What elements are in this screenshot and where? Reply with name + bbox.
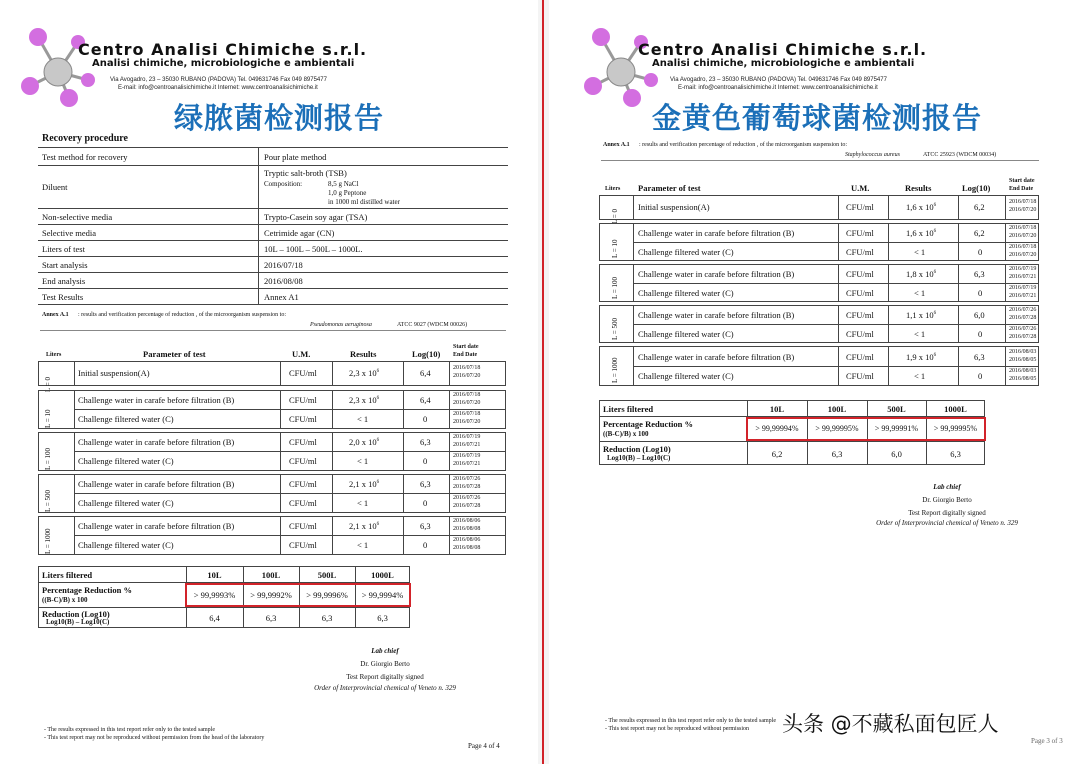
- rule: [74, 432, 75, 471]
- rule: [38, 288, 508, 289]
- rule: [332, 390, 333, 429]
- rule: [958, 305, 959, 343]
- reduction-value: 6,3: [321, 613, 333, 623]
- table-cell-um: CFU/ml: [289, 414, 317, 424]
- table-cell-result: 1,9 x $10^6$: [906, 352, 937, 362]
- table-cell-result: < 1: [914, 371, 926, 381]
- recovery-value: Trypto-Casein soy agar (TSA): [264, 212, 368, 222]
- table-cell-date: 2016/07/28: [1009, 334, 1037, 340]
- header-start-date: Start date: [453, 344, 479, 350]
- group-liters: L = 10: [44, 409, 52, 428]
- table-cell-date: 2016/08/05: [1009, 357, 1037, 363]
- reduction-value: 6,3: [265, 613, 277, 623]
- rule: [38, 224, 508, 225]
- rule: [601, 160, 1039, 161]
- recovery-label: Selective media: [42, 228, 97, 238]
- table-cell-um: CFU/ml: [289, 498, 317, 508]
- table-cell-log: 0: [978, 329, 983, 339]
- rule: [633, 264, 634, 302]
- table-cell-log: 0: [423, 456, 428, 466]
- group-liters: L = 1000: [44, 528, 52, 554]
- annex-text: : results and verification percentage of reduction , of the microorganism suspension to:: [639, 142, 847, 148]
- table-cell-param: Challenge filtered water (C): [78, 414, 174, 424]
- reduction-formula: Log10(B) – Log10(C): [607, 454, 671, 462]
- pct-formula: ((B-C)/B) x 100: [603, 430, 649, 438]
- table-cell-log: 6,4: [420, 368, 431, 378]
- signature-role: Lab chief: [933, 483, 961, 491]
- rule: [958, 223, 959, 261]
- rule: [403, 432, 404, 471]
- table-cell-param: Challenge water in carafe before filtration (B): [638, 310, 795, 320]
- rule: [403, 474, 404, 513]
- rule: [74, 361, 75, 386]
- annex-label: Annex A.1: [603, 142, 630, 148]
- rule: [38, 256, 508, 257]
- summary-col: 1000L: [944, 404, 967, 414]
- rule: [449, 474, 450, 513]
- summary-col: 100L: [261, 570, 281, 580]
- header-start-date: Start date: [1009, 178, 1035, 184]
- summary-col: 10L: [769, 404, 785, 414]
- table-cell-date: 2016/07/28: [453, 503, 481, 509]
- summary-liters-label: Liters filtered: [42, 570, 93, 580]
- rule: [633, 223, 634, 261]
- rule: [633, 195, 634, 220]
- rule: [633, 242, 1039, 243]
- recovery-value: 2016/07/18: [264, 260, 303, 270]
- table-cell-um: CFU/ml: [289, 540, 317, 550]
- rule: [403, 516, 404, 555]
- rule: [280, 516, 281, 555]
- rule: [449, 432, 450, 471]
- report-title: 金黄色葡萄球菌检测报告: [652, 101, 983, 135]
- group-liters: L = 100: [611, 277, 619, 299]
- table-cell-log: 0: [423, 414, 428, 424]
- pct-value: > 99,9996%: [306, 590, 348, 600]
- summary-col: 500L: [317, 570, 337, 580]
- rule: [38, 208, 508, 209]
- company-contact: E-mail: info@centroanalisichimiche.it Internet: www.centroanalisichimiche.it: [678, 85, 878, 91]
- table-cell-date: 2016/07/28: [453, 484, 481, 490]
- table-cell-date: 2016/08/08: [453, 545, 481, 551]
- table-cell-log: 6,3: [974, 269, 985, 279]
- table-cell-date: 2016/07/19: [1009, 285, 1037, 291]
- molecule-logo-icon: [577, 24, 659, 110]
- rule: [1005, 195, 1006, 220]
- rule: [888, 264, 889, 302]
- summary-col: 10L: [207, 570, 222, 580]
- molecule-logo-icon: [14, 24, 96, 110]
- table-cell-result: < 1: [914, 247, 926, 257]
- group-liters: L = 1000: [611, 357, 619, 383]
- table-cell-date: 2016/07/19: [453, 453, 481, 459]
- group-liters: L = 100: [44, 448, 52, 470]
- rule: [633, 346, 634, 386]
- recovery-label: Diluent: [42, 182, 68, 192]
- rule: [633, 305, 634, 343]
- table-cell-log: 0: [978, 247, 983, 257]
- rule: [1005, 346, 1006, 386]
- table-cell-um: CFU/ml: [289, 521, 317, 531]
- table-cell-um: CFU/ml: [846, 228, 874, 238]
- table-cell-date: 2016/07/21: [453, 461, 481, 467]
- highlight-box: [746, 417, 986, 441]
- rule: [258, 147, 259, 304]
- summary-liters-label: Liters filtered: [603, 404, 654, 414]
- pct-value: > 99,99995%: [933, 424, 978, 433]
- group-liters: L = 10: [611, 239, 619, 258]
- header-results: Results: [350, 349, 377, 359]
- company-name: Centro Analisi Chimiche s.r.l.: [638, 40, 928, 59]
- page-number: Page 3 of 3: [1031, 737, 1063, 745]
- signature-name: Dr. Giorgio Berto: [360, 660, 410, 668]
- rule: [74, 493, 506, 494]
- footer-note: - The results expressed in this test report refer only to the tested sample: [44, 727, 216, 733]
- rule: [449, 390, 450, 429]
- table-cell-log: 6,0: [974, 310, 985, 320]
- table-cell-um: CFU/ml: [846, 247, 874, 257]
- group-liters: L = 0: [611, 209, 619, 224]
- table-cell-param: Challenge water in carafe before filtration (B): [78, 437, 235, 447]
- rule: [40, 330, 506, 331]
- table-cell-result: 1,1 x $10^6$: [906, 310, 937, 320]
- table-cell-date: 2016/07/19: [453, 434, 481, 440]
- table-cell-result: 2,0 x $10^6$: [349, 437, 380, 447]
- table-cell-date: 2016/07/26: [1009, 326, 1037, 332]
- header-results: Results: [905, 183, 932, 193]
- table-cell-date: 2016/07/21: [453, 442, 481, 448]
- table-cell-date: 2016/08/06: [453, 518, 481, 524]
- annex-text: : results and verification percentage of reduction , of the microorganism suspension to:: [78, 312, 286, 318]
- table-cell-log: 6,3: [420, 521, 431, 531]
- pct-value: > 99,9994%: [361, 590, 404, 600]
- rule: [838, 195, 839, 220]
- rule: [838, 264, 839, 302]
- header-param: Parameter of test: [143, 349, 206, 359]
- table-cell-param: Challenge water in carafe before filtration (B): [78, 521, 235, 531]
- footer-note: - The results expressed in this test report refer only to the tested sample: [605, 718, 777, 724]
- rule: [74, 535, 506, 536]
- table-cell-param: Challenge water in carafe before filtration (B): [78, 479, 235, 489]
- table-cell-date: 2016/07/18: [453, 392, 481, 398]
- rule: [838, 346, 839, 386]
- company-name: Centro Analisi Chimiche s.r.l.: [78, 40, 368, 59]
- reduction-value: 6,3: [950, 449, 961, 459]
- rule: [38, 165, 508, 166]
- table-cell-um: CFU/ml: [289, 437, 317, 447]
- table-cell-result: 2,1 x $10^6$: [349, 521, 380, 531]
- table-cell-param: Challenge water in carafe before filtration (B): [638, 228, 795, 238]
- footer-note: - This test report may not be reproduced without permission from the head of the laboratory: [44, 735, 265, 741]
- rule: [888, 346, 889, 386]
- table-cell-param: Challenge filtered water (C): [638, 329, 734, 339]
- table-cell-date: 2016/07/18: [1009, 225, 1037, 231]
- recovery-value: Tryptic salt-broth (TSB): [264, 168, 347, 178]
- table-cell-result: < 1: [357, 498, 369, 508]
- table-cell-date: 2016/07/26: [453, 495, 481, 501]
- table-cell-um: CFU/ml: [289, 368, 317, 378]
- group-liters: L = 0: [44, 377, 52, 392]
- company-address: Via Avogadro, 23 – 35030 RUBANO (PADOVA) Tel. 049631746 Fax 049 8975477: [670, 77, 887, 83]
- table-cell-date: 2016/08/08: [453, 526, 481, 532]
- recovery-label: Liters of test: [42, 244, 85, 254]
- pct-label: Percentage Reduction %: [42, 585, 133, 595]
- table-cell-date: 2016/07/20: [453, 419, 481, 425]
- table-cell-log: 0: [423, 540, 428, 550]
- company-subtitle: Analisi chimiche, microbiologiche e ambientali: [92, 58, 355, 69]
- table-cell-param: Challenge filtered water (C): [78, 540, 174, 550]
- rule: [838, 305, 839, 343]
- header-liters: Liters: [605, 186, 621, 192]
- group-liters: L = 500: [611, 318, 619, 340]
- header-end-date: End Date: [453, 352, 478, 358]
- rule: [599, 441, 985, 442]
- rule: [633, 366, 1039, 367]
- rule: [1005, 264, 1006, 302]
- table-cell-date: 2016/07/21: [1009, 293, 1037, 299]
- table-cell-result: 1,8 x $10^6$: [906, 269, 937, 279]
- table-cell-date: 2016/08/03: [1009, 349, 1037, 355]
- rule: [280, 474, 281, 513]
- table-cell-param: Challenge water in carafe before filtration (B): [638, 269, 795, 279]
- composition-line: in 1000 ml distilled water: [328, 198, 400, 206]
- table-cell-date: 2016/07/20: [1009, 233, 1037, 239]
- reduction-value: 6,4: [209, 613, 220, 623]
- table-cell-log: 6,4: [420, 395, 431, 405]
- recovery-label: Non-selective media: [42, 212, 113, 222]
- pct-value: > 99,99994%: [755, 424, 799, 433]
- pct-value: > 99,99991%: [874, 424, 919, 433]
- table-cell-result: < 1: [914, 288, 926, 298]
- table-cell-param: Challenge filtered water (C): [638, 371, 734, 381]
- pct-label: Percentage Reduction %: [603, 419, 694, 429]
- summary-col: 1000L: [371, 570, 394, 580]
- rule: [633, 283, 1039, 284]
- table-cell-um: CFU/ml: [846, 310, 874, 320]
- table-cell-param: Challenge filtered water (C): [78, 456, 174, 466]
- table-cell-result: < 1: [357, 456, 369, 466]
- table-cell-date: 2016/07/18: [1009, 199, 1037, 205]
- recovery-value: 10L – 100L – 500L – 1000L.: [264, 244, 363, 254]
- company-contact: E-mail: info@centroanalisichimiche.it Internet: www.centroanalisichimiche.it: [118, 85, 318, 91]
- rule: [74, 390, 75, 429]
- organism-name: Staphylococcus aureus: [845, 152, 900, 158]
- pct-value: > 99,9993%: [193, 590, 236, 600]
- table-cell-date: 2016/07/20: [453, 400, 481, 406]
- table-cell-result: < 1: [357, 540, 369, 550]
- rule: [633, 324, 1039, 325]
- table-cell-param: Challenge filtered water (C): [638, 247, 734, 257]
- table-cell-log: 6,2: [974, 202, 985, 212]
- table-cell-result: 2,1 x $10^6$: [349, 479, 380, 489]
- recovery-label: Test method for recovery: [42, 152, 128, 162]
- table-cell-log: 6,3: [974, 352, 985, 362]
- table-cell-log: 6,3: [420, 479, 431, 489]
- header-log: Log(10): [962, 183, 991, 193]
- table-cell-um: CFU/ml: [846, 329, 874, 339]
- rule: [403, 390, 404, 429]
- reduction-formula: Log10(B) – Log10(C): [46, 618, 110, 626]
- table-cell-result: 1,6 x $10^6$: [906, 228, 937, 238]
- table-cell-result: 2,3 x $10^6$: [349, 368, 380, 378]
- signature-line: Order of Interprovincial chemical of Veneto n. 329: [876, 519, 1018, 527]
- rule: [74, 409, 506, 410]
- organism-name: Pseudomonas aeruginosa: [310, 322, 372, 328]
- rule: [332, 516, 333, 555]
- table-cell-log: 6,2: [974, 228, 985, 238]
- reduction-label: Reduction (Log10): [42, 609, 110, 619]
- header-log: Log(10): [412, 349, 441, 359]
- watermark-text: 头条 @不藏私面包匠人: [782, 712, 999, 736]
- rule: [888, 305, 889, 343]
- rule: [958, 195, 959, 220]
- recovery-label: Start analysis: [42, 260, 88, 270]
- header-end-date: End Date: [1009, 186, 1034, 192]
- pct-value: > 99,9992%: [250, 590, 292, 600]
- organism-strain: ATCC 25923 (WDCM 00034): [923, 152, 997, 158]
- rule: [74, 474, 75, 513]
- reduction-value: 6,0: [891, 449, 902, 459]
- table-cell-date: 2016/07/20: [1009, 252, 1037, 258]
- table-cell-um: CFU/ml: [846, 269, 874, 279]
- rule: [888, 223, 889, 261]
- composition-label: Composition:: [264, 180, 303, 188]
- rule: [280, 432, 281, 471]
- table-cell-param: Challenge water in carafe before filtration (B): [78, 395, 235, 405]
- table-cell-um: CFU/ml: [289, 456, 317, 466]
- table-cell-log: 0: [423, 498, 428, 508]
- table-cell-um: CFU/ml: [846, 202, 874, 212]
- group-liters: L = 500: [44, 490, 52, 512]
- rule: [888, 195, 889, 220]
- summary-col: 100L: [827, 404, 847, 414]
- table-cell-result: 2,3 x $10^6$: [349, 395, 380, 405]
- rule: [332, 474, 333, 513]
- rule: [38, 304, 508, 305]
- rule: [38, 272, 508, 273]
- table-cell-date: 2016/07/20: [1009, 207, 1037, 213]
- table-cell-param: Initial suspension(A): [638, 202, 710, 212]
- rule: [38, 240, 508, 241]
- rule: [332, 361, 333, 386]
- recovery-heading: Recovery procedure: [42, 133, 128, 144]
- composition-line: 8,5 g NaCl: [328, 180, 359, 188]
- report-title: 绿脓菌检测报告: [174, 101, 385, 135]
- signature-role: Lab chief: [371, 647, 399, 655]
- table-cell-result: < 1: [357, 414, 369, 424]
- company-address: Via Avogadro, 23 – 35030 RUBANO (PADOVA) Tel. 049631746 Fax 049 8975477: [110, 77, 327, 83]
- rule: [1005, 305, 1006, 343]
- header-param: Parameter of test: [638, 183, 701, 193]
- table-cell-date: 2016/08/03: [1009, 368, 1037, 374]
- table-cell-um: CFU/ml: [289, 395, 317, 405]
- table-cell-um: CFU/ml: [289, 479, 317, 489]
- table-cell-date: 2016/07/18: [453, 365, 481, 371]
- table-cell-param: Challenge filtered water (C): [638, 288, 734, 298]
- table-cell-um: CFU/ml: [846, 352, 874, 362]
- reduction-value: 6,3: [377, 613, 388, 623]
- table-cell-log: 6,3: [420, 437, 431, 447]
- rule: [280, 361, 281, 386]
- recovery-label: End analysis: [42, 276, 86, 286]
- signature-name: Dr. Giorgio Berto: [922, 496, 972, 504]
- rule: [280, 390, 281, 429]
- signature-line: Order of Interprovincial chemical of Veneto n. 329: [314, 684, 456, 692]
- table-cell-date: 2016/08/05: [1009, 376, 1037, 382]
- rule: [838, 223, 839, 261]
- rule: [74, 451, 506, 452]
- signature-line: Test Report digitally signed: [908, 509, 986, 517]
- table-cell-result: < 1: [914, 329, 926, 339]
- rule: [449, 361, 450, 386]
- rule: [958, 264, 959, 302]
- page-number: Page 4 of 4: [468, 742, 500, 750]
- table-cell-param: Challenge filtered water (C): [78, 498, 174, 508]
- header-um: U.M.: [851, 183, 870, 193]
- rule: [1005, 223, 1006, 261]
- recovery-value: Pour plate method: [264, 152, 327, 162]
- table-cell-result: 1,6 x $10^6$: [906, 202, 937, 212]
- table-cell-param: Challenge water in carafe before filtration (B): [638, 352, 795, 362]
- rule: [38, 147, 508, 148]
- page-divider: [542, 0, 544, 764]
- reduction-value: 6,3: [831, 449, 843, 459]
- table-cell-date: 2016/07/26: [1009, 307, 1037, 313]
- rule: [403, 361, 404, 386]
- recovery-value: 2016/08/08: [264, 276, 303, 286]
- pct-value: > 99,99995%: [815, 424, 859, 433]
- summary-col: 500L: [887, 404, 906, 414]
- header-um: U.M.: [292, 349, 311, 359]
- recovery-label: Test Results: [42, 292, 84, 302]
- rule: [332, 432, 333, 471]
- pct-formula: ((B-C)/B) x 100: [42, 596, 88, 604]
- table-cell-date: 2016/08/06: [453, 537, 481, 543]
- reduction-value: 6,2: [771, 449, 783, 459]
- recovery-value: Annex A1: [264, 292, 299, 302]
- table-cell-um: CFU/ml: [846, 371, 874, 381]
- footer-note: - This test report may not be reproduced without permission: [605, 726, 750, 732]
- rule: [449, 516, 450, 555]
- report-page-left: [0, 0, 538, 764]
- table-cell-param: Initial suspension(A): [78, 368, 150, 378]
- table-cell-date: 2016/07/26: [453, 476, 481, 482]
- table-cell-date: 2016/07/18: [453, 411, 481, 417]
- composition-line: 1,0 g Peptone: [328, 189, 367, 197]
- report-page-right: [549, 0, 1080, 764]
- table-cell-date: 2016/07/19: [1009, 266, 1037, 272]
- table-cell-date: 2016/07/20: [453, 373, 481, 379]
- table-cell-date: 2016/07/21: [1009, 274, 1037, 280]
- reduction-label: Reduction (Log10): [603, 444, 671, 454]
- organism-strain: ATCC 9027 (WDCM 00026): [397, 322, 468, 328]
- table-cell-log: 0: [978, 371, 983, 381]
- header-liters: Liters: [46, 352, 62, 358]
- table-cell-date: 2016/07/28: [1009, 315, 1037, 321]
- recovery-value: Cetrimide agar (CN): [264, 228, 335, 238]
- annex-label: Annex A.1: [42, 312, 69, 318]
- highlight-box: [185, 583, 411, 607]
- table-cell-log: 0: [978, 288, 983, 298]
- table-cell-um: CFU/ml: [846, 288, 874, 298]
- table-cell-date: 2016/07/18: [1009, 244, 1037, 250]
- company-subtitle: Analisi chimiche, microbiologiche e ambientali: [652, 58, 915, 69]
- rule: [74, 516, 75, 555]
- rule: [958, 346, 959, 386]
- signature-line: Test Report digitally signed: [346, 673, 424, 681]
